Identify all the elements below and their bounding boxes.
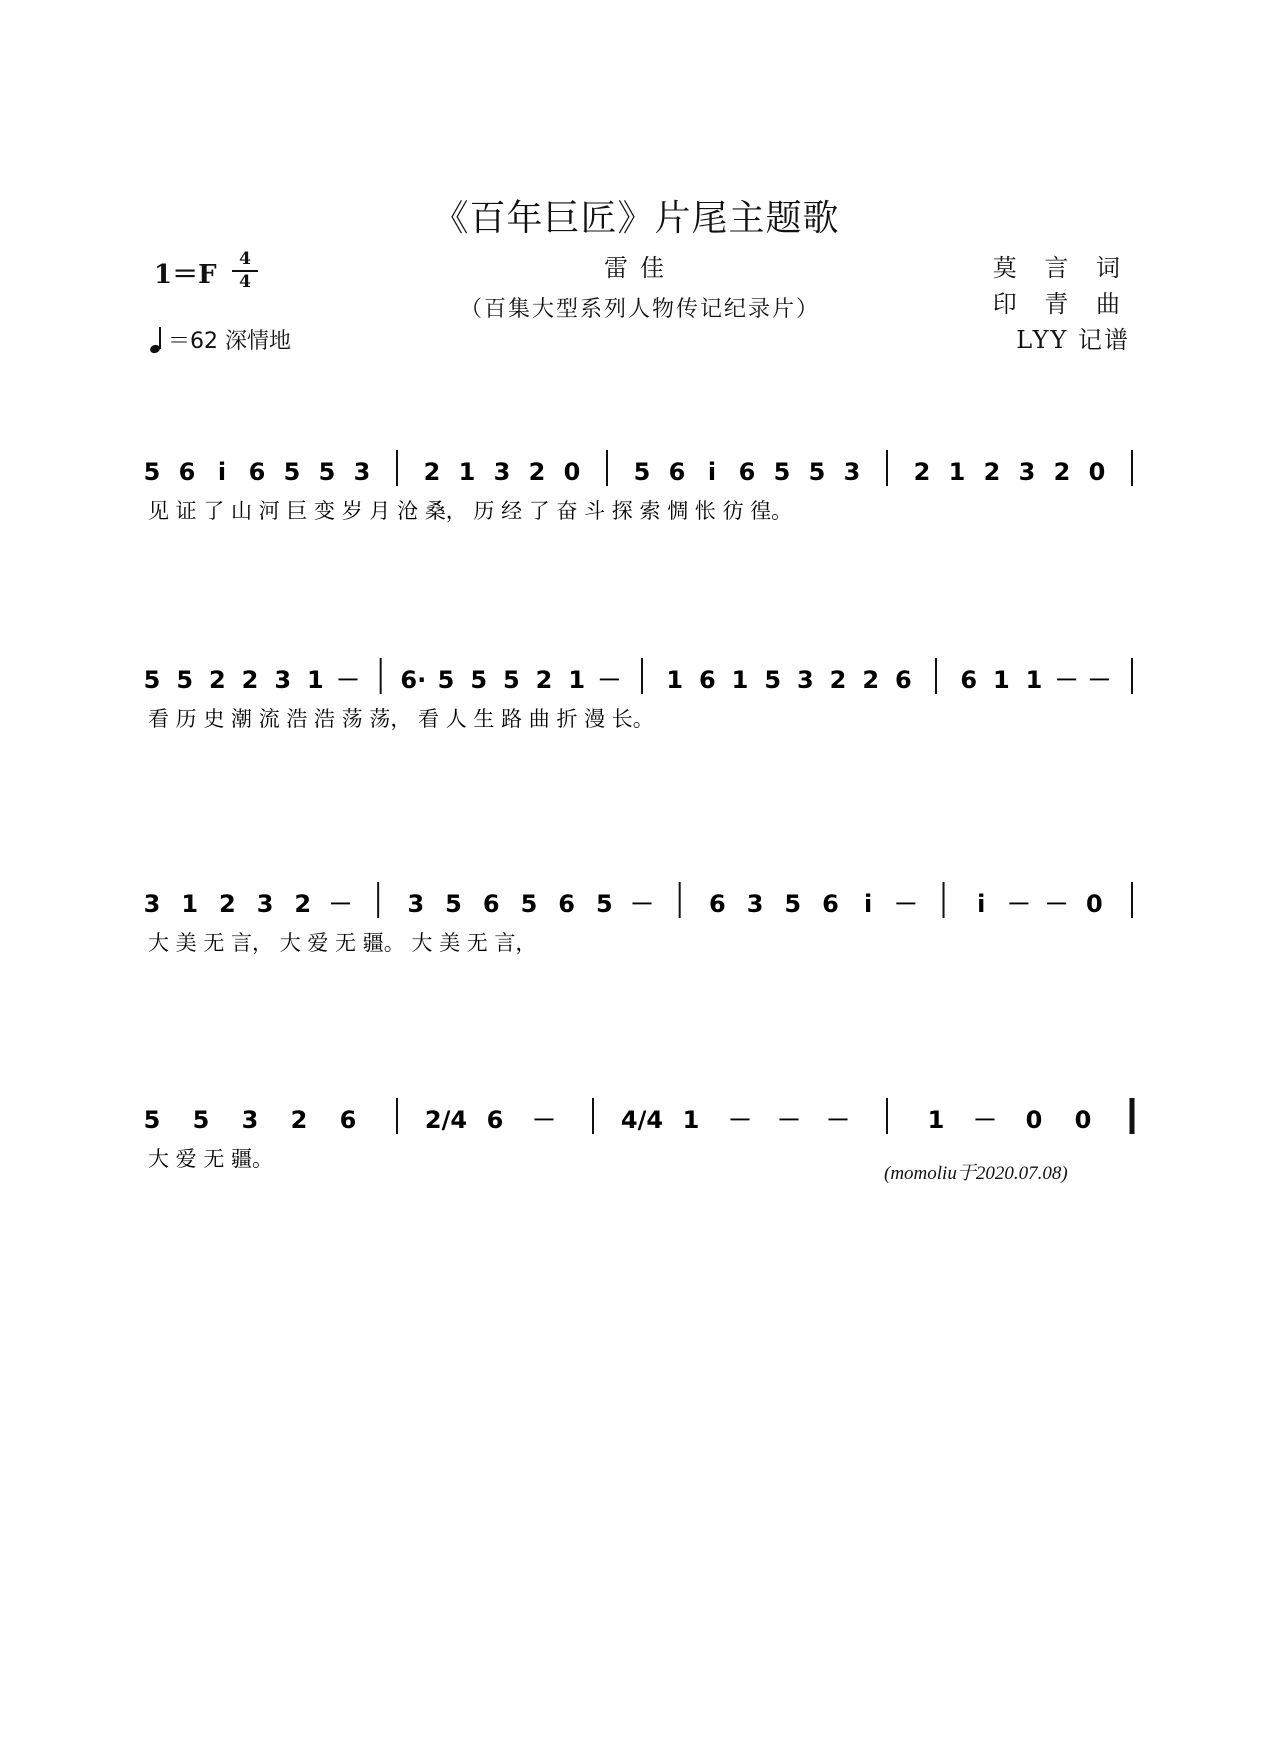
score-note: 6	[698, 666, 716, 694]
score-note: 6	[894, 666, 912, 694]
score-note: 2	[219, 890, 236, 918]
score-note: 2	[913, 458, 931, 486]
score-note: 1	[1025, 666, 1043, 694]
score-note: 3	[796, 666, 814, 694]
score-note: 5	[595, 890, 613, 918]
score-note: 1	[731, 666, 749, 694]
score-note: 6	[558, 890, 575, 918]
page-title: 《百年巨匠》片尾主题歌	[432, 198, 840, 239]
lyrics-line: 大 美 无 言， 大 爱 无 疆。 大 美 无 言，	[148, 931, 537, 955]
score-note: －	[630, 890, 654, 918]
score-note: 5	[143, 458, 161, 486]
score-note: 6	[248, 458, 266, 486]
score-note: 3	[274, 666, 292, 694]
composer-credit: 印 青 曲	[992, 290, 1130, 318]
score-note: －	[597, 666, 622, 694]
score-note: 6	[738, 458, 756, 486]
score-note: 2	[1053, 458, 1071, 486]
score-note: i	[217, 458, 227, 486]
score-note: 5	[437, 666, 455, 694]
score-note: 3	[407, 890, 425, 918]
score-note: 2	[208, 666, 226, 694]
score-note: －	[728, 1106, 752, 1134]
score-note: 3	[256, 890, 274, 918]
score-note: 6	[178, 458, 196, 486]
lyrics-line: 看 历 史 潮 流 浩 浩 荡 荡， 看 人 生 路 曲 折 漫 长。	[148, 707, 654, 731]
score-note: 2	[535, 666, 553, 694]
transcriber-credit: LYY 记谱	[1016, 326, 1130, 354]
score-note: i	[864, 890, 873, 918]
score-note: 2	[423, 458, 441, 486]
score-note: 5	[192, 1106, 210, 1134]
score-note: 0	[1074, 1106, 1092, 1134]
score-note: 3	[493, 458, 511, 486]
score-note: 5	[633, 458, 651, 486]
time-signature-top: 4	[239, 249, 251, 269]
lyricist-credit: 莫 言 词	[992, 254, 1130, 282]
score-note: 6	[339, 1106, 357, 1134]
score-note: 3	[241, 1106, 259, 1134]
score-note: 1	[666, 666, 684, 694]
score-note: －	[826, 1106, 850, 1134]
score-note: 1	[682, 1106, 700, 1134]
score-note: 5	[318, 458, 336, 486]
score-note: －	[1006, 890, 1031, 918]
score-note: 5	[445, 890, 462, 918]
score-note: 2	[290, 1106, 308, 1134]
score-note: 2	[294, 890, 312, 918]
score-note: 1	[568, 666, 586, 694]
score-note: －	[893, 890, 918, 918]
score-note: 3	[353, 458, 371, 486]
score-note: 1	[927, 1106, 945, 1134]
score-note: 5	[520, 890, 538, 918]
score-note: 6·	[400, 666, 427, 694]
score-note: 5	[784, 890, 802, 918]
score-note: 0	[1025, 1106, 1043, 1134]
score-note: －	[1044, 890, 1069, 918]
score-note: 3	[843, 458, 861, 486]
lyrics-line: 大 爱 无 疆。	[148, 1147, 274, 1171]
score-note: 5	[773, 458, 791, 486]
score-note: 6	[822, 890, 839, 918]
score-note: i	[707, 458, 717, 486]
score-note: 5	[283, 458, 301, 486]
score-note: 5	[502, 666, 520, 694]
score-note: 2	[241, 666, 259, 694]
transcription-note: (momoliu于2020.07.08)	[884, 1163, 1068, 1184]
singer: 雷佳	[604, 254, 676, 282]
score-note: 2	[983, 458, 1001, 486]
score-note: 3	[143, 890, 161, 918]
score-note: －	[1054, 666, 1079, 694]
lyrics-line: 见 证 了 山 河 巨 变 岁 月 沧 桑， 历 经 了 奋 斗 探 索 惆 怅 彷 徨。	[148, 499, 793, 523]
score-note: 0	[1085, 890, 1103, 918]
score-note: 4/4	[620, 1106, 664, 1134]
score-note: 5	[143, 1106, 161, 1134]
score-note: 2	[829, 666, 847, 694]
score-note: 6	[709, 890, 726, 918]
score-note: 6	[668, 458, 686, 486]
score-note: －	[973, 1106, 997, 1134]
score-note: 0	[563, 458, 581, 486]
score-note: 5	[764, 666, 782, 694]
time-signature-bottom: 4	[239, 272, 251, 292]
score-note: 6	[482, 890, 500, 918]
score-note: 2/4	[424, 1106, 468, 1134]
score-note: －	[328, 890, 353, 918]
score-note: 1	[948, 458, 966, 486]
score-note: 5	[470, 666, 488, 694]
score-note: 3	[746, 890, 764, 918]
score-note: 1	[992, 666, 1010, 694]
score-note: 1	[181, 890, 199, 918]
score-note: 5	[176, 666, 194, 694]
score-note: 6	[486, 1106, 504, 1134]
score-note: 0	[1088, 458, 1106, 486]
score-note: 3	[1018, 458, 1036, 486]
score-note: 5	[143, 666, 161, 694]
subtitle: （百集大型系列人物传记纪录片）	[459, 297, 820, 322]
score-note: 2	[528, 458, 546, 486]
score-note: 1	[306, 666, 324, 694]
key-signature: 1＝F	[154, 260, 217, 290]
score-note: 6	[960, 666, 978, 694]
score-note: －	[532, 1106, 556, 1134]
score-note: －	[336, 666, 360, 694]
score-note: 1	[458, 458, 476, 486]
score-note: 2	[862, 666, 880, 694]
score-note: 5	[808, 458, 826, 486]
score-note: i	[977, 890, 986, 918]
tempo-text: ＝62 深情地	[168, 329, 291, 354]
score-note: －	[1087, 666, 1112, 694]
score-note: －	[777, 1106, 801, 1134]
